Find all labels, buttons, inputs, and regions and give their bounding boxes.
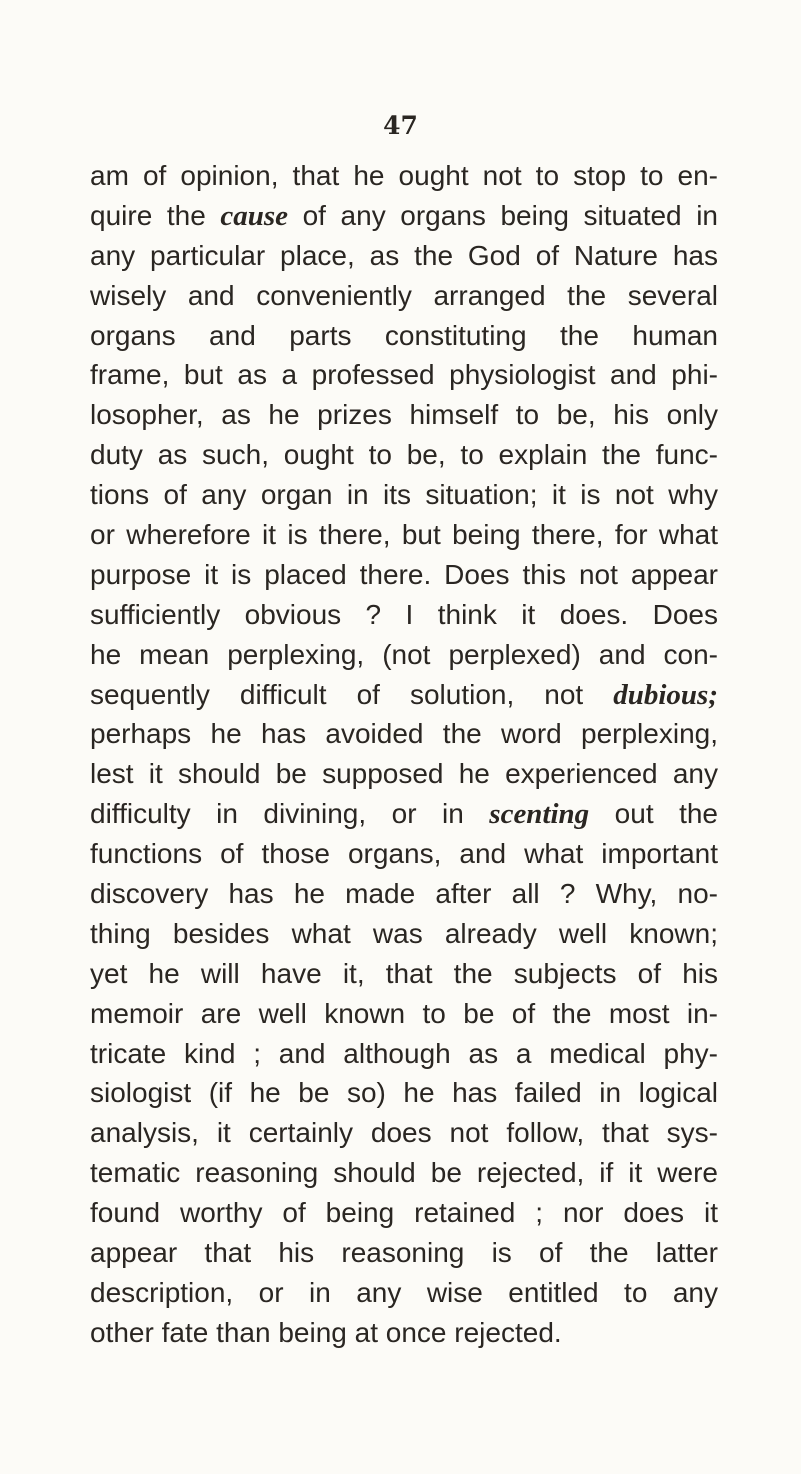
page-number: 47: [383, 111, 418, 140]
text-line: other fate than being at once rejected.: [90, 1316, 562, 1348]
text-line: am of opinion, that he ought not to stop to en-: [90, 160, 718, 191]
text-line: tions of any organ in its situation; it is not why: [90, 479, 718, 511]
text-line: analysis, it certainly does not follow, that sys-: [90, 1117, 718, 1149]
text-line: description, or in any wise entitled to any: [90, 1276, 718, 1308]
text-line: quire the cause of any organs being situated in: [90, 199, 719, 232]
text-line: losopher, as he prizes himself to be, his only: [90, 399, 718, 431]
text-line: perhaps he has avoided the word perplexing,: [90, 718, 718, 750]
text-line: purpose it is placed there. Does this not appear: [90, 558, 718, 590]
text-line: thing besides what was already well known;: [90, 917, 718, 949]
text-line: difficulty in divining, or in scenting out the: [90, 798, 719, 831]
text-line: lest it should be supposed he experienced any: [90, 758, 718, 790]
body-text: [90, 156, 718, 1353]
text-line: sequently difficult of solution, not dubious;: [90, 678, 718, 711]
text-line: or wherefore it is there, but being there, for what: [90, 519, 718, 551]
emphasis-cause: cause: [220, 199, 289, 232]
emphasis-scenting: scenting: [489, 798, 590, 831]
text-line: sufficiently obvious ? I think it does. Does: [90, 598, 718, 630]
text-line: siologist (if he be so) he has failed in logical: [90, 1077, 718, 1109]
text-line: functions of those organs, and what important: [90, 838, 718, 870]
emphasis-dubious: dubious;: [613, 678, 718, 711]
text-line: discovery has he made after all ? Why, no-: [90, 878, 718, 910]
text-line: he mean perplexing, (not perplexed) and con-: [90, 638, 718, 670]
text-line: tematic reasoning should be rejected, if it were: [90, 1157, 718, 1189]
text-line: any particular place, as the God of Nature has: [90, 239, 718, 271]
text-line: frame, but as a professed physiologist and phi-: [90, 359, 718, 391]
text-line: memoir are well known to be of the most in-: [90, 997, 718, 1029]
text-line: organs and parts constituting the human: [90, 319, 718, 351]
text-line: tricate kind ; and although as a medical phy-: [90, 1037, 718, 1069]
text-line: found worthy of being retained ; nor does it: [90, 1197, 718, 1229]
text-line: yet he will have it, that the subjects of his: [90, 957, 718, 989]
text-line: duty as such, ought to be, to explain the func-: [90, 439, 718, 471]
text-line: wisely and conveniently arranged the several: [90, 279, 718, 311]
text-line: appear that his reasoning is of the latter: [90, 1237, 718, 1269]
